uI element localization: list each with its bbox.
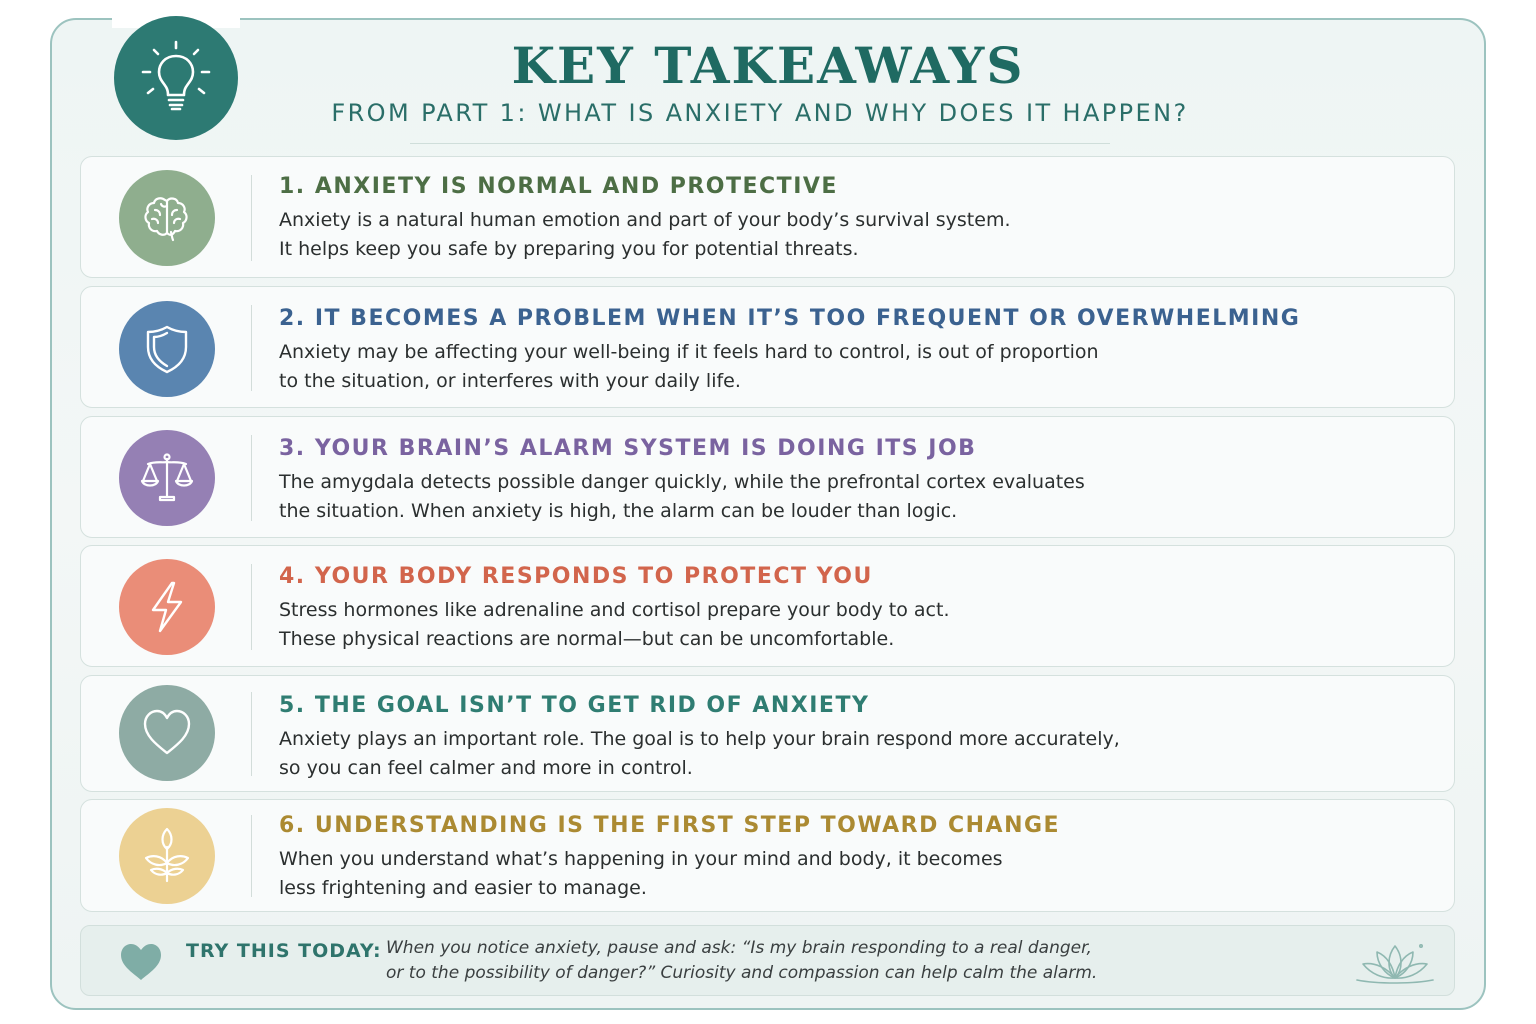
sprout-icon	[136, 825, 198, 887]
takeaway-body-line: Anxiety plays an important role. The goal is to help your brain respond more accurately,	[279, 728, 1120, 750]
takeaway-body-line: less frightening and easier to manage.	[279, 877, 647, 899]
takeaway-icon-circle	[119, 808, 215, 904]
takeaway-title: 4. YOUR BODY RESPONDS TO PROTECT YOU	[279, 564, 873, 589]
takeaway-title: 1. ANXIETY IS NORMAL AND PROTECTIVE	[279, 174, 838, 199]
takeaway-card-6	[80, 799, 1455, 912]
tip-text-line: or to the possibility of danger?” Curiosity and compassion can help calm the alarm.	[386, 963, 1098, 983]
shield-icon	[137, 319, 197, 379]
takeaway-body-line: It helps keep you safe by preparing you for potential threats.	[279, 238, 859, 260]
heart-icon	[119, 942, 163, 982]
takeaway-body	[279, 845, 1434, 903]
takeaway-title: 6. UNDERSTANDING IS THE FIRST STEP TOWARD CHANGE	[279, 813, 1061, 838]
page-title: KEY TAKEAWAYS	[511, 36, 1025, 95]
takeaway-icon-circle	[119, 430, 215, 526]
takeaway-title: 5. THE GOAL ISN’T TO GET RID OF ANXIETY	[279, 693, 870, 718]
takeaway-card-1	[80, 156, 1455, 278]
takeaway-body-line: Anxiety is a natural human emotion and part of your body’s survival system.	[279, 209, 1011, 231]
takeaway-card-4	[80, 545, 1455, 667]
takeaway-body-line: so you can feel calmer and more in control.	[279, 757, 693, 779]
heart-icon	[137, 703, 197, 763]
takeaway-icon-circle	[119, 685, 215, 781]
brain-icon	[137, 188, 197, 248]
takeaway-card-3	[80, 416, 1455, 538]
takeaway-body-line: Stress hormones like adrenaline and cortisol prepare your body to act.	[279, 599, 950, 621]
title-divider	[410, 143, 1110, 144]
lotus-icon	[1351, 938, 1439, 986]
takeaway-body-line: Anxiety may be affecting your well-being if it feels hard to control, is out of proportion	[279, 341, 1099, 363]
takeaway-body-line: The amygdala detects possible danger quickly, while the prefrontal cortex evaluates	[279, 471, 1085, 493]
takeaway-body	[279, 596, 1434, 654]
scales-icon	[136, 447, 198, 509]
takeaway-body	[279, 338, 1434, 396]
takeaway-body-line: These physical reactions are normal—but can be uncomfortable.	[279, 628, 895, 650]
tip-text	[386, 936, 1097, 986]
page-subtitle: FROM PART 1: WHAT IS ANXIETY AND WHY DOES IT HAPPEN?	[331, 99, 1189, 127]
tip-heart-shape	[121, 944, 161, 980]
takeaway-body-line: the situation. When anxiety is high, the alarm can be louder than logic.	[279, 500, 958, 522]
takeaway-body-line: When you understand what’s happening in your mind and body, it becomes	[279, 848, 1003, 870]
takeaway-card-2	[80, 286, 1455, 408]
takeaway-icon-circle	[119, 559, 215, 655]
takeaway-body	[279, 206, 1434, 264]
takeaway-icon-circle	[119, 301, 215, 397]
takeaway-icon-circle	[119, 170, 215, 266]
takeaway-title: 3. YOUR BRAIN’S ALARM SYSTEM IS DOING ITS JOB	[279, 436, 977, 461]
lightning-icon	[137, 577, 197, 637]
takeaway-body	[279, 725, 1434, 783]
takeaway-body	[279, 468, 1434, 526]
try-this-today-bar	[80, 925, 1455, 996]
tip-text-line: When you notice anxiety, pause and ask: “Is my brain responding to a real danger,	[386, 938, 1092, 958]
tip-label: TRY THIS TODAY:	[186, 940, 382, 962]
takeaway-body-line: to the situation, or interferes with your daily life.	[279, 370, 741, 392]
takeaway-title: 2. IT BECOMES A PROBLEM WHEN IT’S TOO FREQUENT OR OVERWHELMING	[279, 306, 1301, 331]
takeaway-card-5	[80, 675, 1455, 792]
